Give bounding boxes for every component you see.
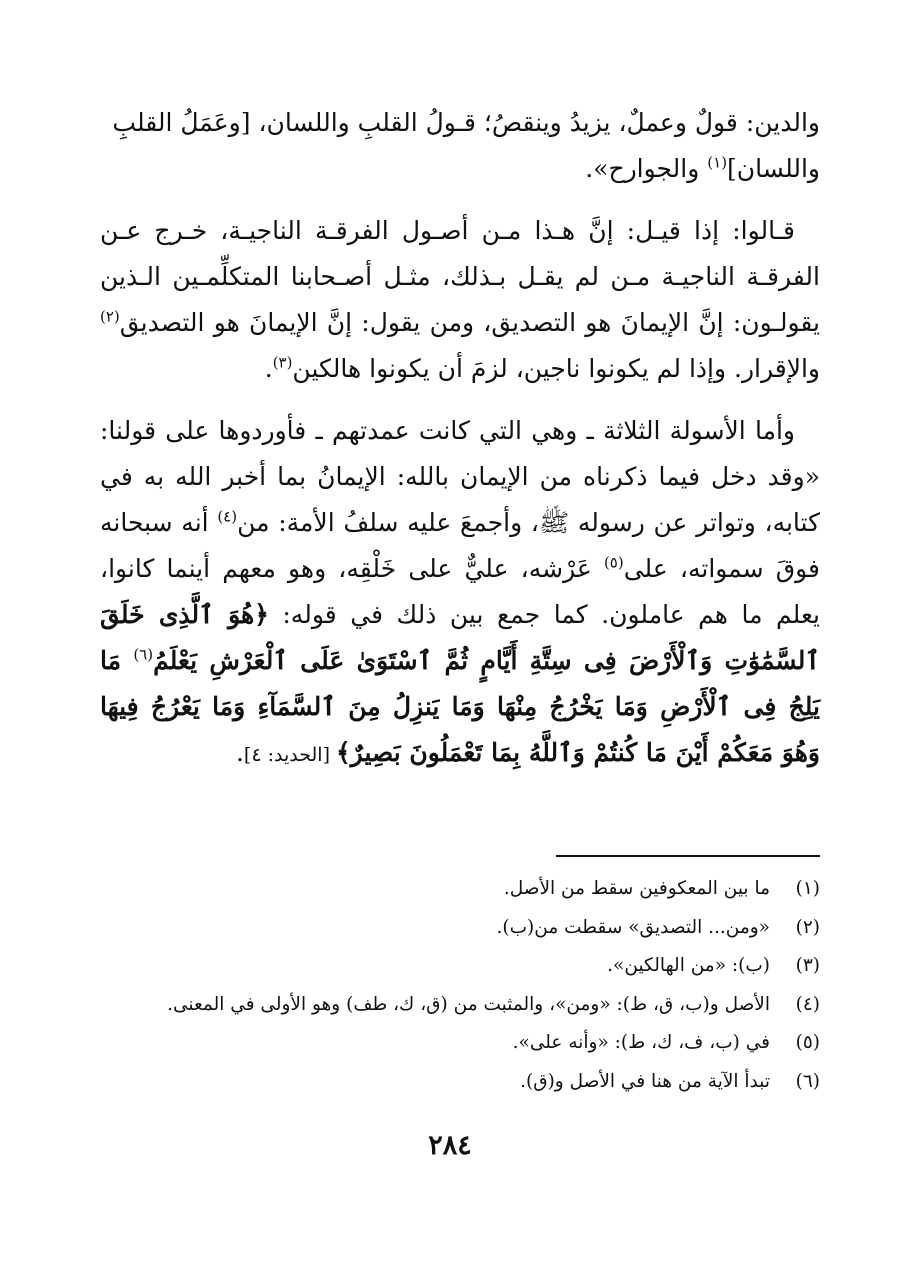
footnote-text: (ب): «من الهالكين». <box>607 955 770 976</box>
footnote-2 <box>100 909 820 948</box>
footnote-3 <box>100 947 820 986</box>
paragraph-3-body <box>100 408 820 778</box>
paragraph-2 <box>100 208 820 392</box>
quran-verse-part-1: ﴿هُوَ ٱلَّذِى خَلَقَ ٱلسَّمَٰوَٰتِ وَٱلْأَرْضَ فِى سِتَّةِ أَيَّامٍ ثُمَّ ٱسْتَوَىٰ عَلَى ٱلْعَرْشِ يَعْلَمُ <box>100 600 820 675</box>
paragraph-2-body <box>100 208 820 392</box>
footnote-text: «ومن... التصديق» سقطت من(ب). <box>496 916 770 938</box>
footnote-number: (١) <box>795 878 820 899</box>
footnote-text: تبدأ الآية من هنا في الأصل و(ق). <box>520 1070 770 1092</box>
footnote-marker-4: (٤) <box>217 507 238 526</box>
footnote-separator <box>556 855 820 857</box>
footnote-marker-1: (١) <box>707 153 728 172</box>
paragraph-2-text-a: قـالوا: إذا قيـل: إنَّ هـذا مـن أصـول الفرقـة الناجيـة، خـرج عـن الفرقـة الناجيـة مـن لم يقـل بـذلك، مثـل أصـحابنا المتكلِّمـين الـذين يقولـون: إنَّ الإيمانَ هو التصديق، ومن يقول: إنَّ الإيمانَ هو التصديق <box>100 216 820 337</box>
paragraph-1 <box>100 100 820 192</box>
paragraph-3 <box>100 408 820 778</box>
footnote-text: الأصل و(ب، ق، ط): «ومن»، والمثبت من (ق، ك، طف) وهو الأولى في المعنى. <box>167 993 770 1015</box>
paragraph-1-text-a: واللسان] <box>727 154 820 183</box>
page-body <box>100 100 820 794</box>
footnote-number: (٤) <box>795 993 820 1015</box>
paragraph-3-text-b: أنه سبحانه فوقَ سمواته، على <box>100 508 820 583</box>
footnote-number: (٦) <box>795 1070 820 1092</box>
footnote-5 <box>100 1024 820 1063</box>
footnote-number: (٢) <box>795 916 820 938</box>
footnote-text: ما بين المعكوفين سقط من الأصل. <box>503 878 770 899</box>
paragraph-1-line-2 <box>100 146 820 192</box>
footnote-text: في (ب، ف، ك، ط): «وأنه على». <box>512 1032 770 1053</box>
footnote-marker-2: (٢) <box>100 307 120 326</box>
quran-verse-part-2: مَا يَلِجُ فِى ٱلْأَرْضِ وَمَا يَخْرُجُ مِنْهَا وَمَا يَنزِلُ مِنَ ٱلسَّمَآءِ وَمَا يَعْرُجُ فِيهَا وَهُوَ مَعَكُمْ أَيْنَ مَا كُنتُمْ وَٱللَّهُ بِمَا تَعْمَلُونَ بَصِيرٌ﴾ <box>100 646 820 767</box>
page-number: ٢٨٤ <box>428 1130 472 1161</box>
paragraph-1-line-1: والدين: قولٌ وعملٌ، يزيدُ وينقصُ؛ قـولُ القلبِ واللسان، [وعَمَلُ القلبِ <box>112 108 820 137</box>
footnotes <box>100 870 820 1101</box>
footnote-marker-5: (٥) <box>603 553 624 572</box>
paragraph-2-text-c: . <box>264 354 273 383</box>
verse-reference: [الحديد: ٤] <box>243 744 337 766</box>
paragraph-3-end: . <box>235 738 244 767</box>
paragraph-2-text-b: والإقرار. وإذا لم يكونوا ناجين، لزمَ أن يكونوا هالكين <box>292 354 820 383</box>
footnote-1 <box>100 870 820 909</box>
paragraph-3-text-c: عَرْشه، عليٌّ على خَلْقِه، وهو معهم أينما كانوا، يعلم ما هم عاملون. كما جمع بين ذلك في قوله: <box>100 554 820 629</box>
footnote-number: (٣) <box>795 955 820 976</box>
footnote-6 <box>100 1063 820 1102</box>
footnote-number: (٥) <box>795 1032 820 1053</box>
footnote-marker-6: (٦) <box>133 645 154 664</box>
footnote-4 <box>100 986 820 1025</box>
footnote-marker-3: (٣) <box>272 353 293 372</box>
paragraph-3-text-a: وأما الأسولة الثلاثة ـ وهي التي كانت عمدتهم ـ فأوردوها على قولنا: «وقد دخل فيما ذكرناه من الإيمان بالله: الإيمانُ بما أخبر الله به في كتابه، وتواتر عن رسوله ﷺ، وأجمعَ عليه سلفُ الأمة: من <box>100 416 820 537</box>
paragraph-1-text-b: والجوارح». <box>585 154 708 183</box>
